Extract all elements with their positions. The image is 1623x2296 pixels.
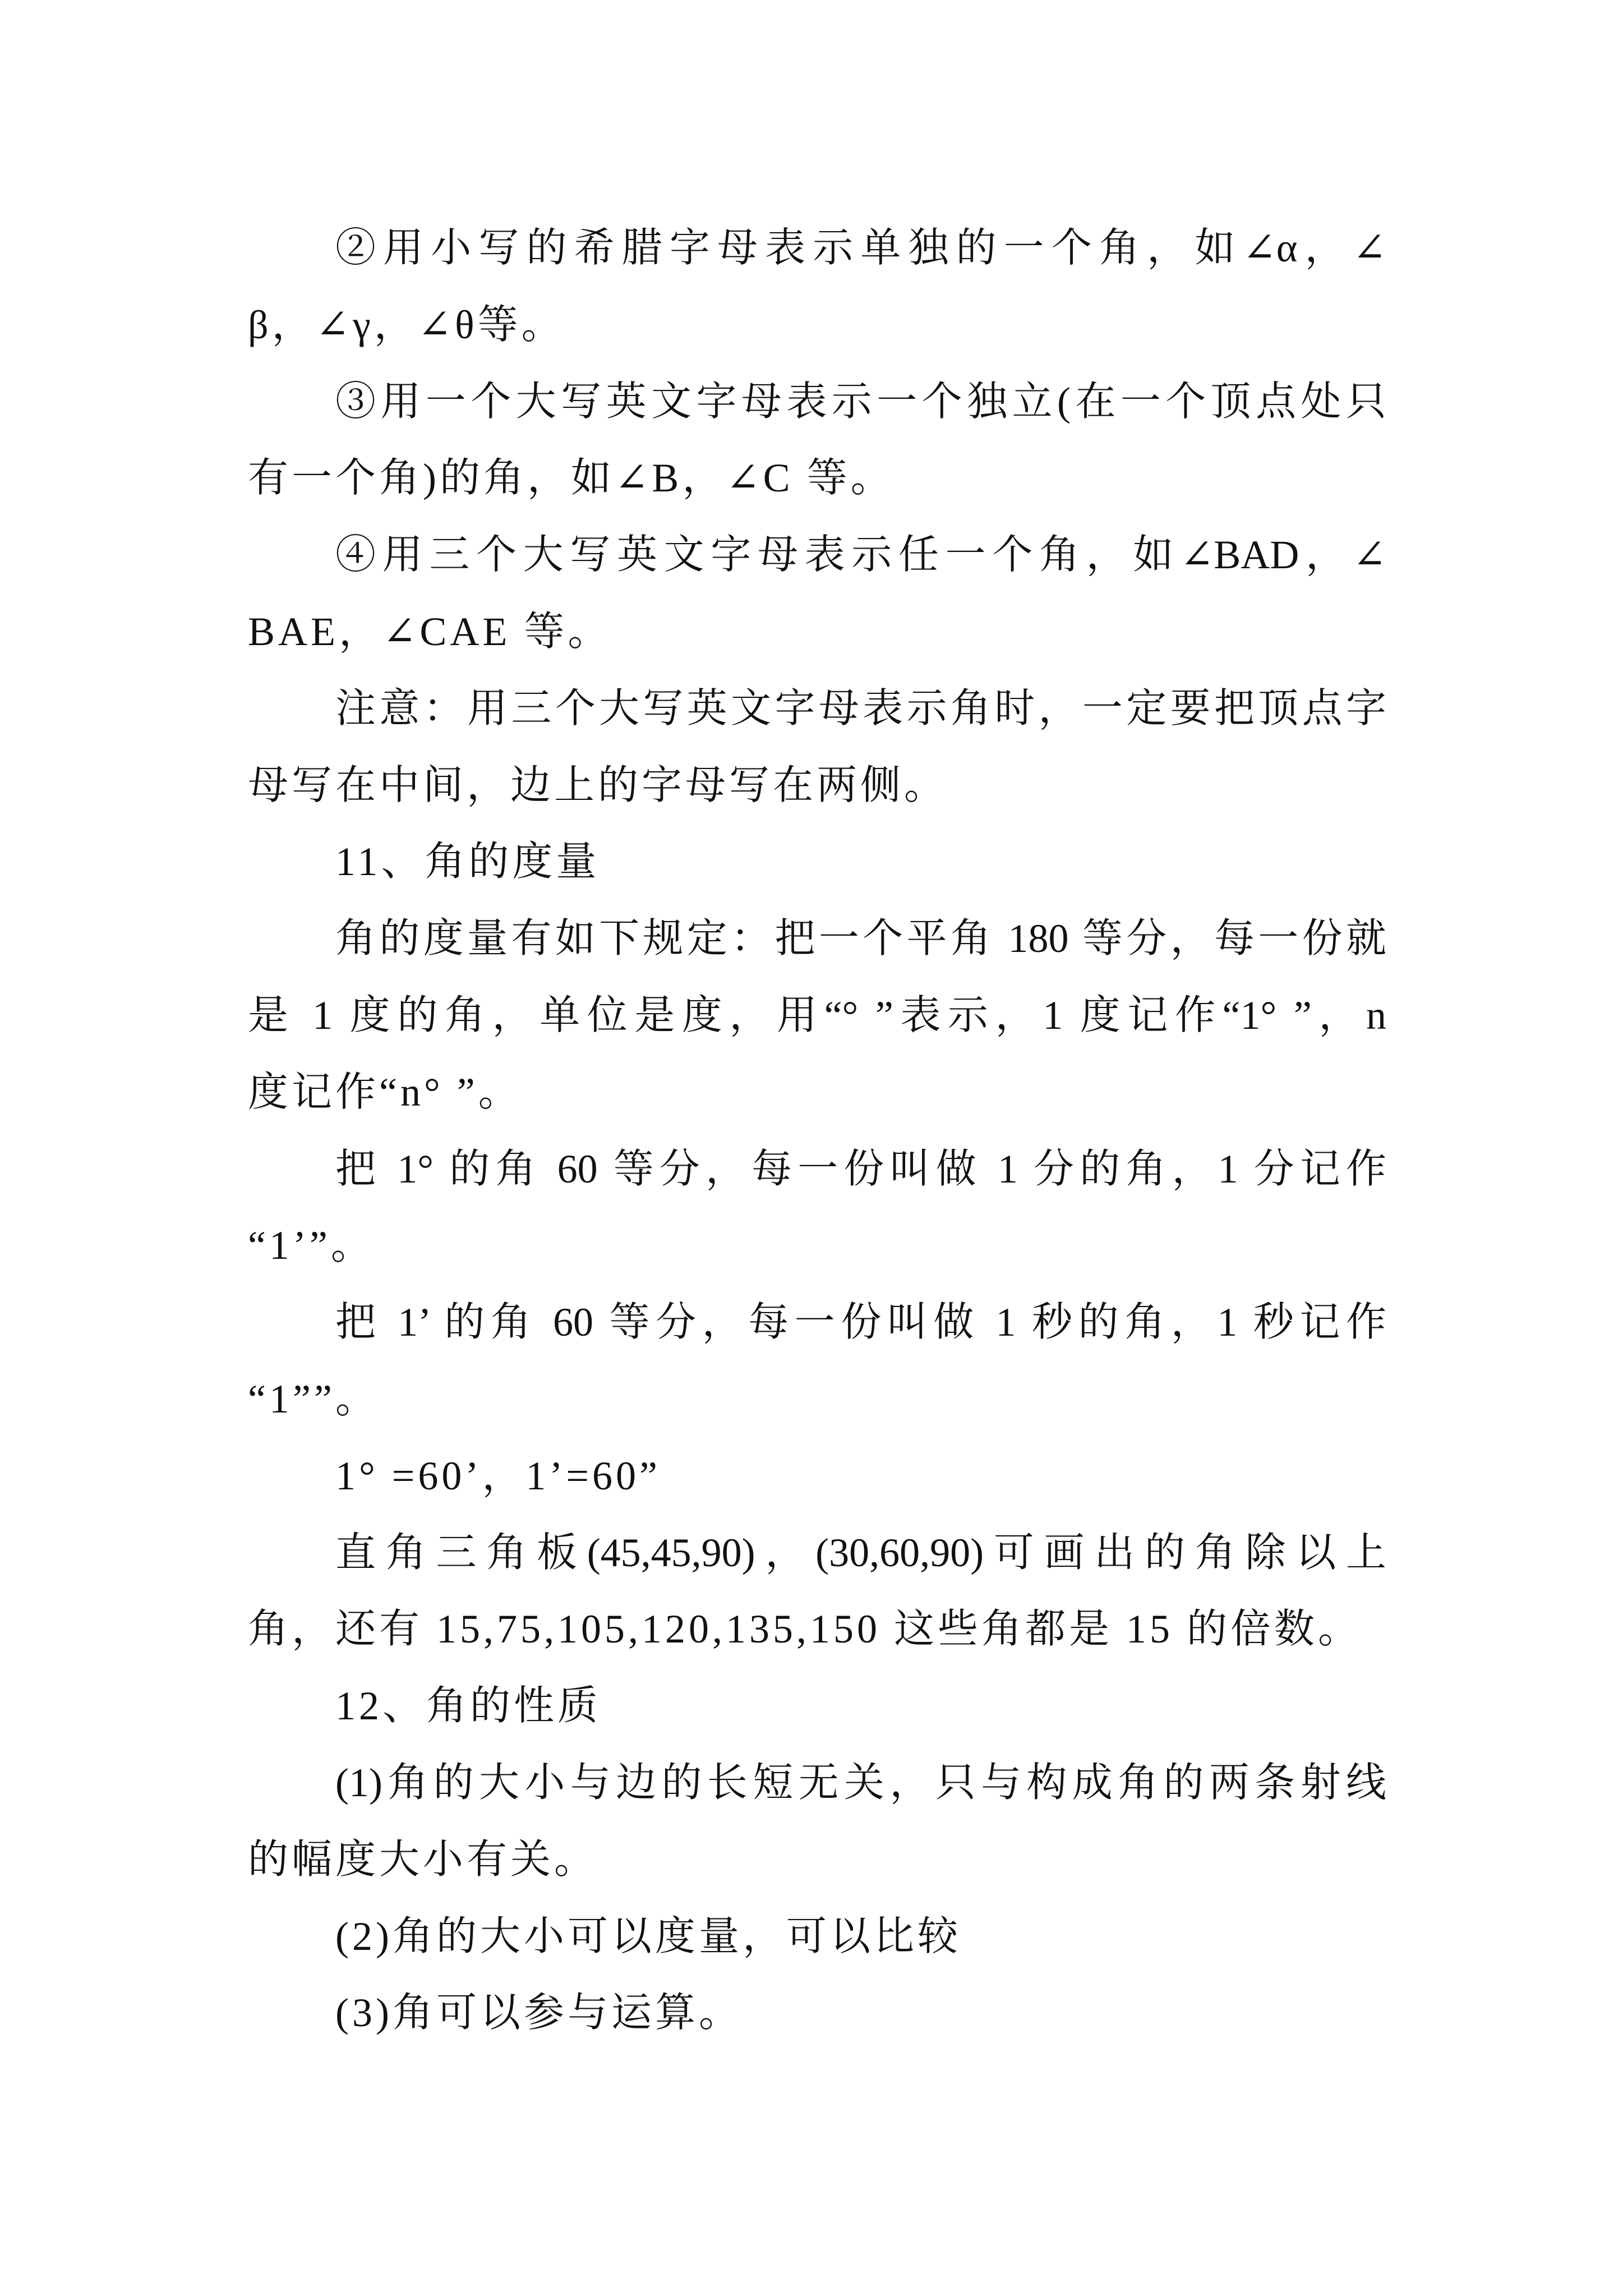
- text-line: 角，还有 15,75,105,120,135,150 这些角都是 15 的倍数。: [248, 1607, 1362, 1652]
- text-line: 母写在中间，边上的字母写在两侧。: [248, 762, 948, 808]
- paragraph: [248, 1898, 1386, 1975]
- text-line: 1° =60’，1’=60”: [335, 1453, 661, 1498]
- text-line: (3)角可以参与运算。: [335, 1990, 743, 2036]
- text-line: 把 1° 的角 60 等分，每一份叫做 1 分的角，1 分记作: [335, 1146, 1386, 1191]
- text-line: 注意：用三个大写英文字母表示角时，一定要把顶点字: [335, 685, 1386, 731]
- text-line: (2)角的大小可以度量，可以比较: [335, 1913, 961, 1959]
- text-line: ②用小写的希腊字母表示单独的一个角，如∠α，∠: [335, 226, 1386, 270]
- text-line: ④用三个大写英文字母表示任一个角，如∠BAD，∠: [335, 532, 1386, 578]
- text-line: 有一个角)的角，如∠B，∠C 等。: [248, 455, 895, 501]
- text-line: 度记作“n° ”。: [248, 1069, 522, 1115]
- text-line: 的幅度大小有关。: [248, 1837, 598, 1882]
- paragraph: [248, 670, 1386, 824]
- paragraph: [248, 1745, 1386, 1898]
- paragraph: [248, 900, 1386, 1130]
- paragraph: [248, 517, 1386, 670]
- text-line: 12、角的性质: [335, 1683, 602, 1729]
- paragraph: [248, 1975, 1386, 2051]
- paragraph: [248, 1284, 1386, 1438]
- text-line: 把 1’ 的角 60 等分，每一份叫做 1 秒的角，1 秒记作: [335, 1300, 1386, 1345]
- paragraph: [248, 364, 1386, 517]
- text-line: BAE，∠CAE 等。: [248, 609, 612, 654]
- text-line: ③用一个大写英文字母表示一个独立(在一个顶点处只: [335, 379, 1386, 424]
- paragraph: [248, 823, 1386, 900]
- text-line: 直角三角板(45,45,90)，(30,60,90)可画出的角除以上: [335, 1530, 1386, 1575]
- text-line: β，∠γ，∠θ等。: [248, 302, 565, 347]
- text-line: “1’”。: [248, 1223, 375, 1268]
- document-body: [248, 210, 1386, 2051]
- paragraph: [248, 1438, 1386, 1515]
- paragraph: [248, 1131, 1386, 1285]
- text-line: “1””。: [248, 1376, 379, 1421]
- text-line: 是 1 度的角，单位是度，用“° ”表示，1 度记作“1° ”，n: [248, 992, 1386, 1038]
- text-line: 11、角的度量: [335, 839, 600, 885]
- paragraph: [248, 1515, 1386, 1668]
- paragraph: [248, 210, 1386, 364]
- text-line: 角的度量有如下规定：把一个平角 180 等分，每一份就: [335, 916, 1386, 961]
- text-line: (1)角的大小与边的长短无关，只与构成角的两条射线: [335, 1760, 1386, 1805]
- paragraph: [248, 1668, 1386, 1745]
